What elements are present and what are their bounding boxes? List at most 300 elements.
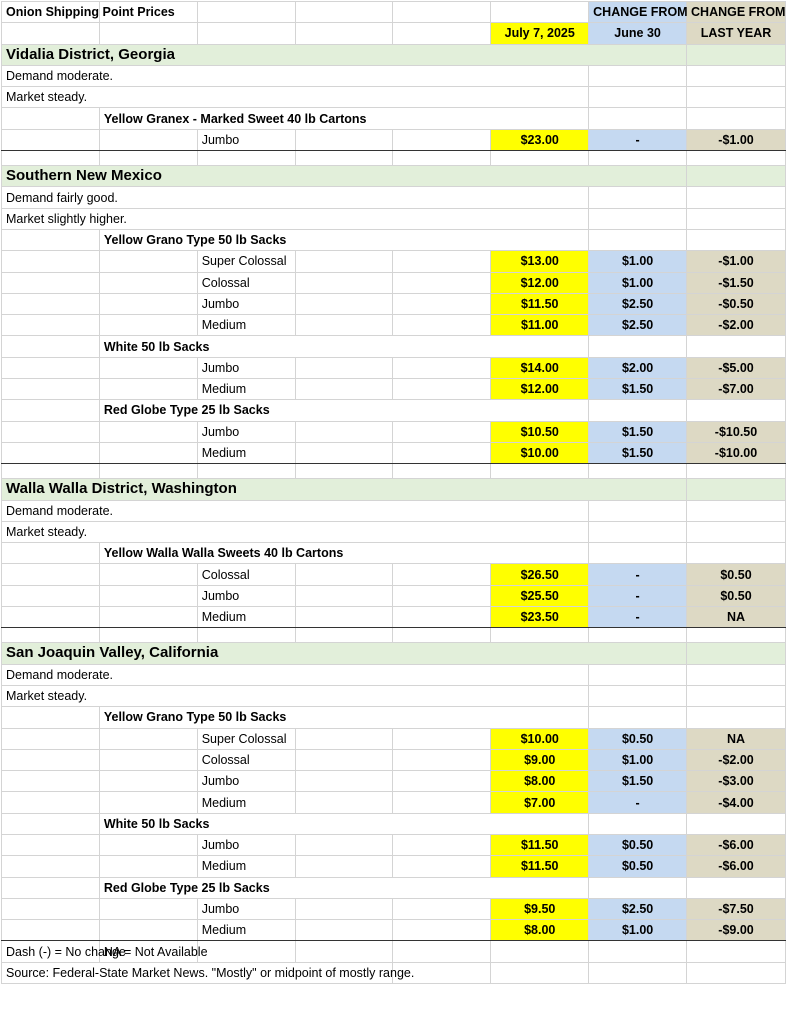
header-change-from-prev[interactable]: CHANGE FROM xyxy=(589,2,687,23)
cell[interactable] xyxy=(2,129,100,150)
cell[interactable] xyxy=(687,208,786,229)
size-label[interactable]: Medium xyxy=(197,442,295,463)
cell[interactable] xyxy=(687,521,786,542)
cell[interactable] xyxy=(99,728,197,749)
cell[interactable] xyxy=(99,607,197,628)
cell[interactable] xyxy=(589,336,687,357)
change-prev-cell[interactable]: $1.00 xyxy=(589,251,687,272)
table-row xyxy=(2,607,786,628)
cell[interactable] xyxy=(2,585,100,606)
table-row xyxy=(2,272,786,293)
cell[interactable] xyxy=(589,685,687,706)
cell[interactable] xyxy=(687,543,786,564)
cell[interactable] xyxy=(99,749,197,770)
cell[interactable] xyxy=(687,962,786,983)
cell[interactable] xyxy=(2,464,100,479)
cell[interactable] xyxy=(2,400,100,421)
cell[interactable] xyxy=(99,564,197,585)
header-prev-date[interactable]: June 30 xyxy=(589,23,687,44)
cell[interactable] xyxy=(2,272,100,293)
cell[interactable] xyxy=(589,543,687,564)
cell[interactable] xyxy=(2,229,100,250)
cell[interactable] xyxy=(2,813,100,834)
cell[interactable] xyxy=(393,464,491,479)
change-prev-cell[interactable]: $1.50 xyxy=(589,771,687,792)
cell[interactable] xyxy=(2,315,100,336)
cell[interactable] xyxy=(687,664,786,685)
change-prev-cell[interactable]: $2.00 xyxy=(589,357,687,378)
cell[interactable] xyxy=(393,834,491,855)
cell[interactable] xyxy=(687,44,786,65)
change-last-year-cell[interactable]: -$6.00 xyxy=(687,834,786,855)
cell[interactable] xyxy=(687,877,786,898)
change-last-year-cell[interactable]: -$10.00 xyxy=(687,442,786,463)
cell[interactable] xyxy=(295,421,393,442)
cell[interactable] xyxy=(589,65,687,86)
change-prev-cell[interactable]: $1.00 xyxy=(589,749,687,770)
product-name[interactable]: Yellow Grano Type 50 lb Sacks xyxy=(99,229,588,250)
cell[interactable] xyxy=(687,500,786,521)
cell[interactable] xyxy=(2,336,100,357)
change-prev-cell[interactable]: $2.50 xyxy=(589,315,687,336)
cell[interactable] xyxy=(393,898,491,919)
cell[interactable] xyxy=(393,771,491,792)
cell[interactable] xyxy=(393,315,491,336)
cell[interactable] xyxy=(99,442,197,463)
cell[interactable] xyxy=(491,962,589,983)
product-row xyxy=(2,400,786,421)
price-cell[interactable]: $8.00 xyxy=(491,920,589,941)
change-last-year-cell[interactable]: -$6.00 xyxy=(687,856,786,877)
cell[interactable] xyxy=(589,87,687,108)
cell[interactable] xyxy=(99,272,197,293)
cell[interactable] xyxy=(687,464,786,479)
change-last-year-cell[interactable]: -$4.00 xyxy=(687,792,786,813)
region-name[interactable]: Walla Walla District, Washington xyxy=(2,479,687,500)
cell[interactable] xyxy=(99,920,197,941)
cell[interactable] xyxy=(589,877,687,898)
size-label[interactable]: Colossal xyxy=(197,564,295,585)
cell[interactable] xyxy=(295,834,393,855)
size-label[interactable]: Jumbo xyxy=(197,585,295,606)
cell[interactable] xyxy=(295,749,393,770)
cell[interactable] xyxy=(393,585,491,606)
size-label[interactable]: Super Colossal xyxy=(197,728,295,749)
change-last-year-cell[interactable]: -$1.00 xyxy=(687,129,786,150)
price-cell[interactable]: $13.00 xyxy=(491,251,589,272)
change-last-year-cell[interactable]: NA xyxy=(687,728,786,749)
region-demand[interactable]: Demand moderate. xyxy=(2,664,589,685)
cell[interactable] xyxy=(687,87,786,108)
change-prev-cell[interactable]: - xyxy=(589,564,687,585)
product-row xyxy=(2,813,786,834)
cell[interactable] xyxy=(393,151,491,166)
cell[interactable] xyxy=(295,564,393,585)
cell[interactable] xyxy=(2,707,100,728)
cell[interactable] xyxy=(589,521,687,542)
cell[interactable] xyxy=(687,229,786,250)
size-label[interactable]: Medium xyxy=(197,792,295,813)
region-demand-row xyxy=(2,65,786,86)
size-label[interactable]: Colossal xyxy=(197,272,295,293)
cell[interactable] xyxy=(99,23,197,44)
product-row xyxy=(2,229,786,250)
cell[interactable] xyxy=(2,834,100,855)
cell[interactable] xyxy=(2,628,100,643)
cell[interactable] xyxy=(589,664,687,685)
cell[interactable] xyxy=(2,251,100,272)
size-label[interactable]: Jumbo xyxy=(197,898,295,919)
cell[interactable] xyxy=(687,941,786,962)
region-demand[interactable]: Demand moderate. xyxy=(2,500,589,521)
change-prev-cell[interactable]: $0.50 xyxy=(589,834,687,855)
price-cell[interactable]: $7.00 xyxy=(491,792,589,813)
cell[interactable] xyxy=(687,628,786,643)
price-cell[interactable]: $11.50 xyxy=(491,293,589,314)
cell[interactable] xyxy=(197,628,295,643)
cell[interactable] xyxy=(491,2,589,23)
cell[interactable] xyxy=(491,628,589,643)
cell[interactable] xyxy=(295,151,393,166)
change-prev-cell[interactable]: $0.50 xyxy=(589,728,687,749)
cell[interactable] xyxy=(295,628,393,643)
cell[interactable] xyxy=(491,151,589,166)
change-prev-cell[interactable]: $1.50 xyxy=(589,379,687,400)
cell[interactable] xyxy=(295,23,393,44)
cell[interactable] xyxy=(2,898,100,919)
price-cell[interactable]: $10.50 xyxy=(491,421,589,442)
cell[interactable] xyxy=(2,108,100,129)
cell[interactable] xyxy=(2,543,100,564)
cell[interactable] xyxy=(2,564,100,585)
cell[interactable] xyxy=(687,643,786,664)
cell[interactable] xyxy=(393,129,491,150)
cell[interactable] xyxy=(687,166,786,187)
cell[interactable] xyxy=(491,941,589,962)
cell[interactable] xyxy=(393,856,491,877)
change-last-year-cell[interactable]: -$10.50 xyxy=(687,421,786,442)
cell[interactable] xyxy=(99,464,197,479)
cell[interactable] xyxy=(99,628,197,643)
cell[interactable] xyxy=(99,379,197,400)
cell[interactable] xyxy=(2,856,100,877)
product-name[interactable]: Yellow Grano Type 50 lb Sacks xyxy=(99,707,588,728)
cell[interactable] xyxy=(99,129,197,150)
price-cell[interactable]: $14.00 xyxy=(491,357,589,378)
change-prev-cell[interactable]: - xyxy=(589,607,687,628)
table-row xyxy=(2,293,786,314)
cell[interactable] xyxy=(2,442,100,463)
cell[interactable] xyxy=(589,187,687,208)
change-prev-cell[interactable]: - xyxy=(589,585,687,606)
region-header-row xyxy=(2,643,786,664)
change-prev-cell[interactable]: - xyxy=(589,792,687,813)
cell[interactable] xyxy=(2,357,100,378)
product-name[interactable]: Red Globe Type 25 lb Sacks xyxy=(99,877,588,898)
title-row xyxy=(2,2,786,23)
change-prev-cell[interactable]: $1.50 xyxy=(589,421,687,442)
cell[interactable] xyxy=(99,421,197,442)
product-row xyxy=(2,877,786,898)
cell[interactable] xyxy=(687,685,786,706)
legend-na[interactable]: NA = Not Available xyxy=(99,941,197,962)
region-demand-row xyxy=(2,664,786,685)
cell[interactable] xyxy=(295,2,393,23)
cell[interactable] xyxy=(687,400,786,421)
change-last-year-cell[interactable]: -$1.50 xyxy=(687,272,786,293)
table-row xyxy=(2,898,786,919)
cell[interactable] xyxy=(687,65,786,86)
cell[interactable] xyxy=(295,464,393,479)
cell[interactable] xyxy=(99,792,197,813)
size-label[interactable]: Medium xyxy=(197,920,295,941)
price-cell[interactable]: $12.00 xyxy=(491,379,589,400)
cell[interactable] xyxy=(295,315,393,336)
cell[interactable] xyxy=(295,251,393,272)
table-row xyxy=(2,251,786,272)
change-last-year-cell[interactable]: -$7.50 xyxy=(687,898,786,919)
size-label[interactable]: Medium xyxy=(197,607,295,628)
size-label[interactable]: Jumbo xyxy=(197,357,295,378)
cell[interactable] xyxy=(393,442,491,463)
cell[interactable] xyxy=(2,379,100,400)
page-title[interactable]: Onion Shipping Point Prices xyxy=(2,2,100,23)
size-label[interactable]: Medium xyxy=(197,856,295,877)
size-label[interactable]: Jumbo xyxy=(197,421,295,442)
cell[interactable] xyxy=(687,479,786,500)
product-name[interactable]: White 50 lb Sacks xyxy=(99,336,588,357)
table-row xyxy=(2,920,786,941)
cell[interactable] xyxy=(2,151,100,166)
change-last-year-cell[interactable]: -$9.00 xyxy=(687,920,786,941)
size-label[interactable]: Colossal xyxy=(197,749,295,770)
table-row xyxy=(2,421,786,442)
price-cell[interactable]: $23.00 xyxy=(491,129,589,150)
spacer-row xyxy=(2,628,786,643)
size-label[interactable]: Jumbo xyxy=(197,771,295,792)
region-header-row xyxy=(2,44,786,65)
change-prev-cell[interactable]: $0.50 xyxy=(589,856,687,877)
region-demand[interactable]: Demand moderate. xyxy=(2,65,589,86)
size-label[interactable]: Medium xyxy=(197,379,295,400)
price-cell[interactable]: $9.50 xyxy=(491,898,589,919)
cell[interactable] xyxy=(393,920,491,941)
cell[interactable] xyxy=(295,607,393,628)
cell[interactable] xyxy=(687,151,786,166)
cell[interactable] xyxy=(99,898,197,919)
cell[interactable] xyxy=(99,771,197,792)
cell[interactable] xyxy=(589,208,687,229)
price-cell[interactable]: $25.50 xyxy=(491,585,589,606)
cell[interactable] xyxy=(393,251,491,272)
region-market[interactable]: Market steady. xyxy=(2,87,589,108)
cell[interactable] xyxy=(589,628,687,643)
cell[interactable] xyxy=(295,728,393,749)
region-header-row xyxy=(2,479,786,500)
cell[interactable] xyxy=(393,293,491,314)
cell[interactable] xyxy=(393,792,491,813)
price-cell[interactable]: $9.00 xyxy=(491,749,589,770)
price-cell[interactable]: $11.50 xyxy=(491,856,589,877)
cell[interactable] xyxy=(99,834,197,855)
cell[interactable] xyxy=(2,920,100,941)
cell[interactable] xyxy=(687,336,786,357)
header-last-year[interactable]: LAST YEAR xyxy=(687,23,786,44)
change-prev-cell[interactable]: $1.00 xyxy=(589,920,687,941)
size-label[interactable]: Jumbo xyxy=(197,129,295,150)
cell[interactable] xyxy=(393,379,491,400)
cell[interactable] xyxy=(589,108,687,129)
region-name[interactable]: Vidalia District, Georgia xyxy=(2,44,687,65)
change-prev-cell[interactable]: $1.00 xyxy=(589,272,687,293)
cell[interactable] xyxy=(2,728,100,749)
cell[interactable] xyxy=(393,941,491,962)
cell[interactable] xyxy=(393,421,491,442)
cell[interactable] xyxy=(2,749,100,770)
change-last-year-cell[interactable]: -$3.00 xyxy=(687,771,786,792)
cell[interactable] xyxy=(295,920,393,941)
change-prev-cell[interactable]: $2.50 xyxy=(589,293,687,314)
size-label[interactable]: Medium xyxy=(197,315,295,336)
cell[interactable] xyxy=(295,898,393,919)
cell[interactable] xyxy=(687,707,786,728)
change-last-year-cell[interactable]: -$5.00 xyxy=(687,357,786,378)
cell[interactable] xyxy=(393,2,491,23)
cell[interactable] xyxy=(295,379,393,400)
region-market[interactable]: Market steady. xyxy=(2,685,589,706)
cell[interactable] xyxy=(393,357,491,378)
cell[interactable] xyxy=(491,464,589,479)
product-name[interactable]: Yellow Walla Walla Sweets 40 lb Cartons xyxy=(99,543,588,564)
change-last-year-cell[interactable]: NA xyxy=(687,607,786,628)
cell[interactable] xyxy=(393,628,491,643)
cell[interactable] xyxy=(197,2,295,23)
cell[interactable] xyxy=(99,293,197,314)
change-prev-cell[interactable]: $2.50 xyxy=(589,898,687,919)
cell[interactable] xyxy=(393,728,491,749)
change-last-year-cell[interactable]: $0.50 xyxy=(687,585,786,606)
region-demand[interactable]: Demand fairly good. xyxy=(2,187,589,208)
cell[interactable] xyxy=(393,749,491,770)
cell[interactable] xyxy=(2,293,100,314)
cell[interactable] xyxy=(589,813,687,834)
cell[interactable] xyxy=(687,187,786,208)
table-row xyxy=(2,564,786,585)
cell[interactable] xyxy=(99,585,197,606)
cell[interactable] xyxy=(99,251,197,272)
cell[interactable] xyxy=(295,129,393,150)
cell[interactable] xyxy=(589,500,687,521)
change-last-year-cell[interactable]: -$2.00 xyxy=(687,749,786,770)
cell[interactable] xyxy=(197,464,295,479)
cell[interactable] xyxy=(687,813,786,834)
cell[interactable] xyxy=(295,585,393,606)
cell[interactable] xyxy=(295,357,393,378)
region-demand-row xyxy=(2,500,786,521)
product-name[interactable]: Yellow Granex - Marked Sweet 40 lb Cartons xyxy=(99,108,588,129)
cell[interactable] xyxy=(589,464,687,479)
table-row xyxy=(2,749,786,770)
price-cell[interactable]: $12.00 xyxy=(491,272,589,293)
region-name[interactable]: Southern New Mexico xyxy=(2,166,687,187)
cell[interactable] xyxy=(99,315,197,336)
table-row xyxy=(2,129,786,150)
cell[interactable] xyxy=(295,442,393,463)
cell[interactable] xyxy=(393,607,491,628)
legend-dash[interactable]: Dash (-) = No change xyxy=(2,941,100,962)
change-last-year-cell[interactable]: -$7.00 xyxy=(687,379,786,400)
price-cell[interactable]: $26.50 xyxy=(491,564,589,585)
table-row xyxy=(2,357,786,378)
product-name[interactable]: Red Globe Type 25 lb Sacks xyxy=(99,400,588,421)
header-date[interactable]: July 7, 2025 xyxy=(491,23,589,44)
cell[interactable] xyxy=(2,421,100,442)
cell[interactable] xyxy=(295,771,393,792)
region-name[interactable]: San Joaquin Valley, California xyxy=(2,643,687,664)
cell[interactable] xyxy=(197,23,295,44)
price-cell[interactable]: $11.00 xyxy=(491,315,589,336)
cell[interactable] xyxy=(589,229,687,250)
cell[interactable] xyxy=(2,792,100,813)
cell[interactable] xyxy=(2,607,100,628)
cell[interactable] xyxy=(589,941,687,962)
change-prev-cell[interactable]: - xyxy=(589,129,687,150)
product-row xyxy=(2,108,786,129)
change-last-year-cell[interactable]: $0.50 xyxy=(687,564,786,585)
cell[interactable] xyxy=(2,23,100,44)
size-label[interactable]: Jumbo xyxy=(197,293,295,314)
header-row xyxy=(2,23,786,44)
cell[interactable] xyxy=(589,962,687,983)
cell[interactable] xyxy=(295,792,393,813)
cell[interactable] xyxy=(99,357,197,378)
cell[interactable] xyxy=(393,272,491,293)
cell[interactable] xyxy=(589,151,687,166)
cell[interactable] xyxy=(295,856,393,877)
cell[interactable] xyxy=(589,707,687,728)
cell[interactable] xyxy=(295,941,393,962)
cell[interactable] xyxy=(589,400,687,421)
cell[interactable] xyxy=(295,293,393,314)
cell[interactable] xyxy=(2,771,100,792)
cell[interactable] xyxy=(99,151,197,166)
price-cell[interactable]: $10.00 xyxy=(491,728,589,749)
change-last-year-cell[interactable]: -$1.00 xyxy=(687,251,786,272)
cell[interactable] xyxy=(393,564,491,585)
cell[interactable] xyxy=(295,272,393,293)
price-cell[interactable]: $10.00 xyxy=(491,442,589,463)
cell[interactable] xyxy=(687,108,786,129)
cell[interactable] xyxy=(99,856,197,877)
product-name[interactable]: White 50 lb Sacks xyxy=(99,813,588,834)
size-label[interactable]: Jumbo xyxy=(197,834,295,855)
source-note[interactable]: Source: Federal-State Market News. "Mostly" or midpoint of mostly range. xyxy=(2,962,393,983)
region-market[interactable]: Market steady. xyxy=(2,521,589,542)
region-market[interactable]: Market slightly higher. xyxy=(2,208,589,229)
cell[interactable] xyxy=(197,941,295,962)
change-last-year-cell[interactable]: -$2.00 xyxy=(687,315,786,336)
cell[interactable] xyxy=(197,151,295,166)
cell[interactable] xyxy=(2,877,100,898)
header-change-from-ly[interactable]: CHANGE FROM xyxy=(687,2,786,23)
price-cell[interactable]: $23.50 xyxy=(491,607,589,628)
cell[interactable] xyxy=(393,23,491,44)
price-cell[interactable]: $11.50 xyxy=(491,834,589,855)
size-label[interactable]: Super Colossal xyxy=(197,251,295,272)
change-last-year-cell[interactable]: -$0.50 xyxy=(687,293,786,314)
price-cell[interactable]: $8.00 xyxy=(491,771,589,792)
change-prev-cell[interactable]: $1.50 xyxy=(589,442,687,463)
